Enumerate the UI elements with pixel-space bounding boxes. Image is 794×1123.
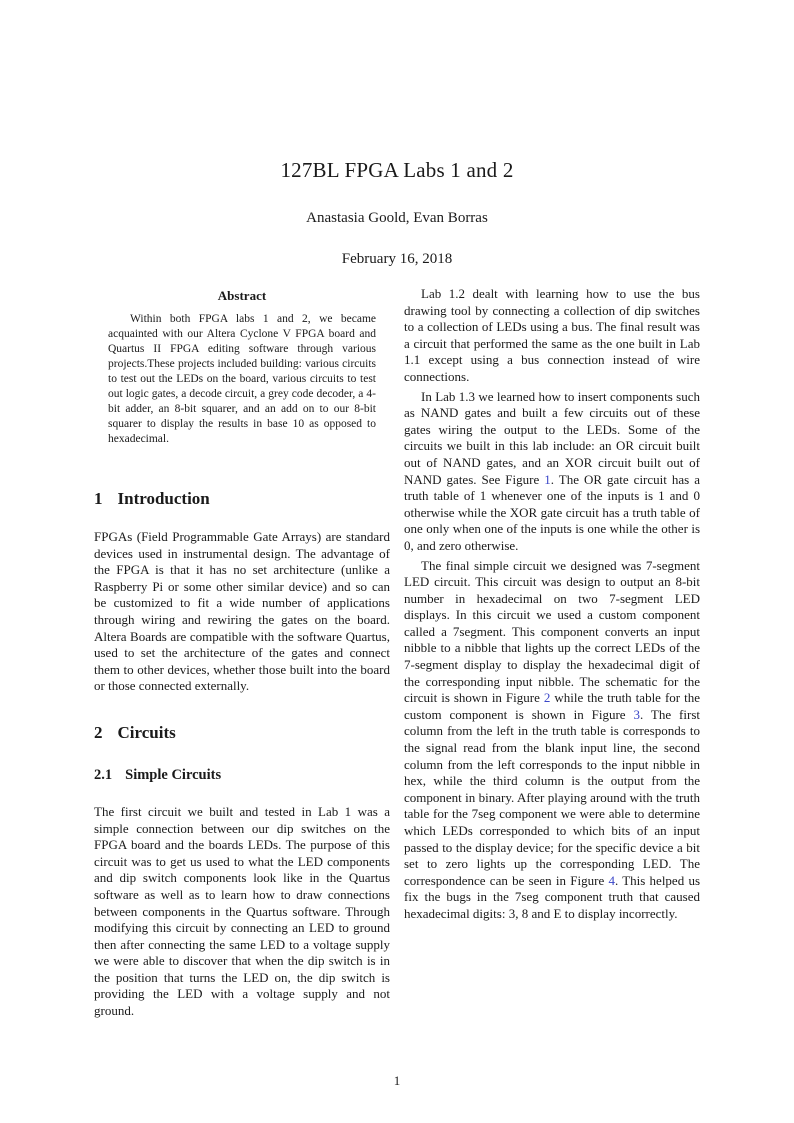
paragraph-text: . This helped us fix the bugs in the 7seg component truth that caused hexadecimal digits: 3, 8 and E to display incorrectly.	[404, 872, 700, 921]
section-heading-introduction	[94, 489, 390, 509]
paragraph-text: while the truth table for the custom component is shown in Figure	[404, 690, 700, 722]
figure-3-link[interactable]: 3	[633, 706, 640, 722]
page-footer	[0, 1073, 794, 1089]
figure-4-link[interactable]: 4	[608, 872, 615, 888]
paragraph-text: . The first column from the left in the truth table is corresponds to the signal read from the blank input line, the second column from the left corresponds to the input nibble in hex, while the third column is the output from the component in binary. After playing around with the truth table for the 7seg component we were able to determine which LEDs corresponded to which bits of an input passed to the display device; for the specific device a bit set to zero lights up the corresponding LED. The correspondence can be seen in Figure	[404, 706, 700, 888]
lab-1-2-paragraph: Lab 1.2 dealt with learning how to use the bus drawing tool by connecting a collection of dip switches to a collection of LEDs using a bus. The final result was a circuit that performed the same as the one built in Lab 1.1 except using a bus connection instead of wire connections.	[404, 286, 700, 384]
subsection-heading-simple-circuits	[94, 767, 390, 784]
simple-circuits-paragraph: The first circuit we built and tested in Lab 1 was a simple connection between our dip switches on the FPGA board and the boards LEDs. The purpose of this circuit was to get us used to what the LED components and dip switch components look like in the Quartus software as well as to learn how to draw connections between components in the Quartus software. Through modifying this circuit by connecting an LED to ground then after connecting the same LED to a voltage supply we were able to discover that when the dip switch is in the position that turns the LED on, the dip switch is providing the LED with a voltage supply and not ground.	[94, 803, 390, 1019]
lab-1-3-paragraph	[404, 389, 700, 555]
section-number: 1	[94, 489, 103, 508]
page-number: 1	[393, 1073, 401, 1088]
section-number: 2	[94, 722, 103, 742]
paragraph-text: In Lab 1.3 we learned how to insert components such as NAND gates and built a few circuits out of these gates wiring the output to the LEDs. Some of the circuits we built in this lab include: an OR circuit built out of NAND gates, and an XOR circuit built out of NAND gates. See Figure	[404, 388, 700, 487]
right-column	[404, 286, 700, 1023]
title-block	[0, 0, 794, 268]
paper-title: 127BL FPGA Labs 1 and 2	[280, 158, 514, 182]
subsection-number: 2.1	[94, 766, 113, 783]
left-column	[94, 286, 390, 1023]
section-heading-circuits	[94, 723, 390, 743]
paper-authors: Anastasia Goold, Evan Borras	[306, 210, 488, 226]
abstract-heading: Abstract	[217, 288, 267, 303]
two-column-body	[94, 286, 700, 1023]
abstract-section	[94, 288, 390, 447]
section-title: Circuits	[117, 722, 176, 742]
paper-date: February 16, 2018	[341, 251, 453, 267]
seven-segment-paragraph	[404, 558, 700, 923]
paragraph-text: . The OR gate circuit has a truth table of 1 whenever one of the inputs is 1 and 0 otherwise while the XOR gate circuit has a truth table of one only when one of the inputs is one while the other is 0, and zero otherwise.	[404, 471, 700, 553]
figure-1-link[interactable]: 1	[544, 471, 551, 487]
paragraph-text: The final simple circuit we designed was 7-segment LED circuit. This circuit was design to output an 8-bit number in hexadecimal on two 7-segment LED displays. In this circuit we used a custom component called a 7segment. This component converts an input nibble to a nibble that lights up the correct LEDs of the 7-segment display to display the hexadecimal digit of the corresponding input nibble. The schematic for the circuit is shown in Figure	[404, 557, 700, 706]
figure-2-link[interactable]: 2	[543, 690, 551, 706]
section-title: Introduction	[117, 489, 210, 508]
subsection-title: Simple Circuits	[125, 766, 222, 783]
abstract-text: Within both FPGA labs 1 and 2, we became acquainted with our Altera Cyclone V FPGA board and Quartus II FPGA editing software through various projects.These projects included building: various circuits to test out the LEDs on the board, various circuits to test out logic gates, a decode circuit, a grey code decoder, a 4-bit adder, an 8-bit squarer, and an add on to our 8-bit squarer to display the results in base 10 as opposed to hexadecimal.	[108, 313, 376, 445]
introduction-paragraph: FPGAs (Field Programmable Gate Arrays) are standard devices used in instrumental design. The advantage of the FPGA is that it has no set architecture (unlike a Raspberry Pi or some other similar device) and so can be customized to fit a wide number of applications through wiring and rewiring the gates on the board. Altera Boards are compatible with the software Quartus, used to set the architecture of the gates and connect them to other devices, whether those built into the board or those connected externally.	[94, 529, 390, 694]
